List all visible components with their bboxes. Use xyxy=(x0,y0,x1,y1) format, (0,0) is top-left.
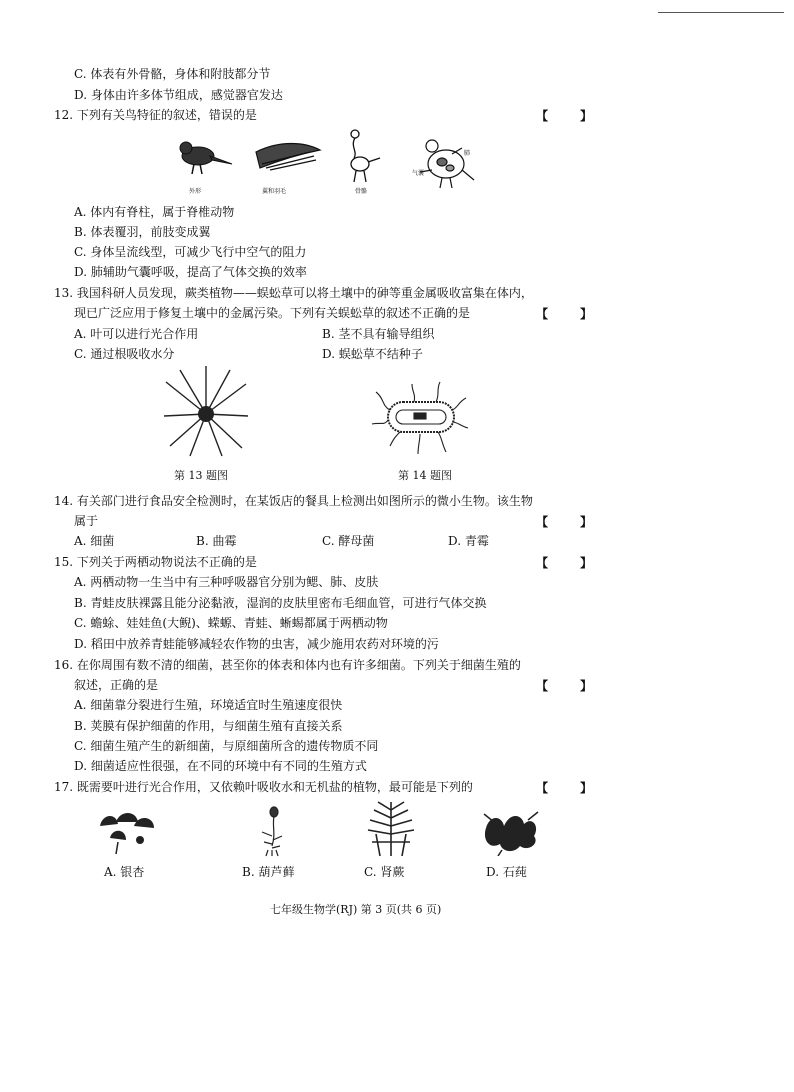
q17-option-d: D. 石莼 xyxy=(486,865,527,879)
q16-stem-line2: 叙述，正确的是 xyxy=(74,678,159,692)
q11-option-c: C. 体表有外骨骼，身体和附肢都分节 xyxy=(74,67,271,81)
q14-stem-line2: 属于 xyxy=(74,514,99,528)
q17-answer-bracket: 【 】 xyxy=(536,781,607,795)
q15-answer-bracket: 【 】 xyxy=(536,556,607,570)
q16-stem-line1: 16. 在你周围有数不清的细菌，甚至你的体表和体内也有许多细菌。下列关于细菌生殖的 xyxy=(54,658,521,672)
q12-bird-figure xyxy=(170,124,490,200)
q17-moss-figure xyxy=(252,806,292,858)
q12-answer-bracket: 【 】 xyxy=(536,109,607,123)
q17-ginkgo-figure xyxy=(96,808,158,856)
q13-stem-line2: 现已广泛应用于修复土壤中的金属污染。下列有关蜈蚣草的叙述不正确的是 xyxy=(74,306,471,320)
q12-stem: 12. 下列有关鸟特征的叙述，错误的是 xyxy=(54,108,257,122)
ginkgo-leaf-icon xyxy=(100,813,154,854)
q12-option-c: C. 身体呈流线型，可减少飞行中空气的阻力 xyxy=(74,245,307,259)
q17-option-b: B. 葫芦藓 xyxy=(242,865,295,879)
q13-stem-line1: 13. 我国科研人员发现，蕨类植物——蜈蚣草可以将土壤中的砷等重金属吸收富集在体内， xyxy=(54,286,533,300)
q15-option-c: C. 蟾蜍、娃娃鱼(大鲵)、蝾螈、青蛙、蜥蜴都属于两栖动物 xyxy=(74,616,388,630)
q12-option-b: B. 体表覆羽，前肢变成翼 xyxy=(74,225,211,239)
q13-option-d: D. 蜈蚣草不结种子 xyxy=(322,347,423,361)
q16-answer-bracket: 【 】 xyxy=(536,679,607,693)
q16-option-d: D. 细菌适应性很强，在不同的环境中有不同的生殖方式 xyxy=(74,759,367,773)
q14-bacterium-figure xyxy=(370,380,470,456)
q14-option-d: D. 青霉 xyxy=(448,534,489,548)
q17-stem: 17. 既需要叶进行光合作用，又依赖叶吸收水和无机盐的植物，最可能是下列的 xyxy=(54,780,473,794)
wing-feather-icon xyxy=(256,144,320,171)
q17-seaweed-figure xyxy=(480,806,542,856)
q17-option-a: A. 银杏 xyxy=(104,865,145,879)
bird-shape-icon xyxy=(180,142,232,174)
q14-answer-bracket: 【 】 xyxy=(536,515,607,529)
q11-option-d: D. 身体由许多体节组成，感觉器官发达 xyxy=(74,88,283,102)
page-footer: 七年级生物学(RJ) 第 3 页(共 6 页) xyxy=(270,903,442,916)
q12-label-airsac: 气囊 xyxy=(412,170,425,177)
q13-option-c: C. 通过根吸收水分 xyxy=(74,347,175,361)
q12-label-appearance: 外形 xyxy=(189,188,202,195)
q14-figure-caption: 第 14 题图 xyxy=(398,469,452,482)
q13-option-a: A. 叶可以进行光合作用 xyxy=(74,327,199,341)
q12-label-wing: 翼和羽毛 xyxy=(262,188,287,195)
q15-stem: 15. 下列关于两栖动物说法不正确的是 xyxy=(54,555,257,569)
moss-plant-icon xyxy=(262,807,282,856)
q16-option-c: C. 细菌生殖产生的新细菌，与原细菌所含的遗传物质不同 xyxy=(74,739,379,753)
q14-option-b: B. 曲霉 xyxy=(196,534,237,548)
q13-option-b: B. 茎不具有输导组织 xyxy=(322,327,435,341)
q17-option-c: C. 肾蕨 xyxy=(364,865,405,879)
q15-option-b: B. 青蛙皮肤裸露且能分泌黏液，湿润的皮肤里密布毛细血管，可进行气体交换 xyxy=(74,596,487,610)
skeleton-icon xyxy=(351,130,380,182)
q13-fern-figure xyxy=(160,364,252,460)
q17-fern-figure xyxy=(362,798,420,858)
q13-figure-caption: 第 13 题图 xyxy=(174,469,228,482)
q15-option-d: D. 稻田中放养青蛙能够减轻农作物的虫害，减少施用农药对环境的污 xyxy=(74,637,439,651)
sea-lettuce-icon xyxy=(484,812,538,856)
q14-option-a: A. 细菌 xyxy=(74,534,115,548)
q12-option-a: A. 体内有脊柱，属于脊椎动物 xyxy=(74,205,235,219)
q14-option-c: C. 酵母菌 xyxy=(322,534,375,548)
q15-option-a: A. 两栖动物一生当中有三种呼吸器官分别为鳃、肺、皮肤 xyxy=(74,575,379,589)
q16-option-a: A. 细菌靠分裂进行生殖，环境适宜时生殖速度很快 xyxy=(74,698,343,712)
q12-label-lung: 肺 xyxy=(464,150,471,157)
q12-option-d: D. 肺辅助气囊呼吸，提高了气体交换的效率 xyxy=(74,265,307,279)
header-rule xyxy=(658,12,784,13)
q14-stem-line1: 14. 有关部门进行食品安全检测时，在某饭店的餐具上检测出如图所示的微小生物。该生物 xyxy=(54,494,533,508)
bacterium-icon xyxy=(372,382,468,454)
kidney-fern-icon xyxy=(368,802,414,856)
q13-answer-bracket: 【 】 xyxy=(536,307,607,321)
q12-label-skeleton: 骨骼 xyxy=(355,188,368,195)
q16-option-b: B. 荚膜有保护细菌的作用，与细菌生殖有直接关系 xyxy=(74,719,343,733)
